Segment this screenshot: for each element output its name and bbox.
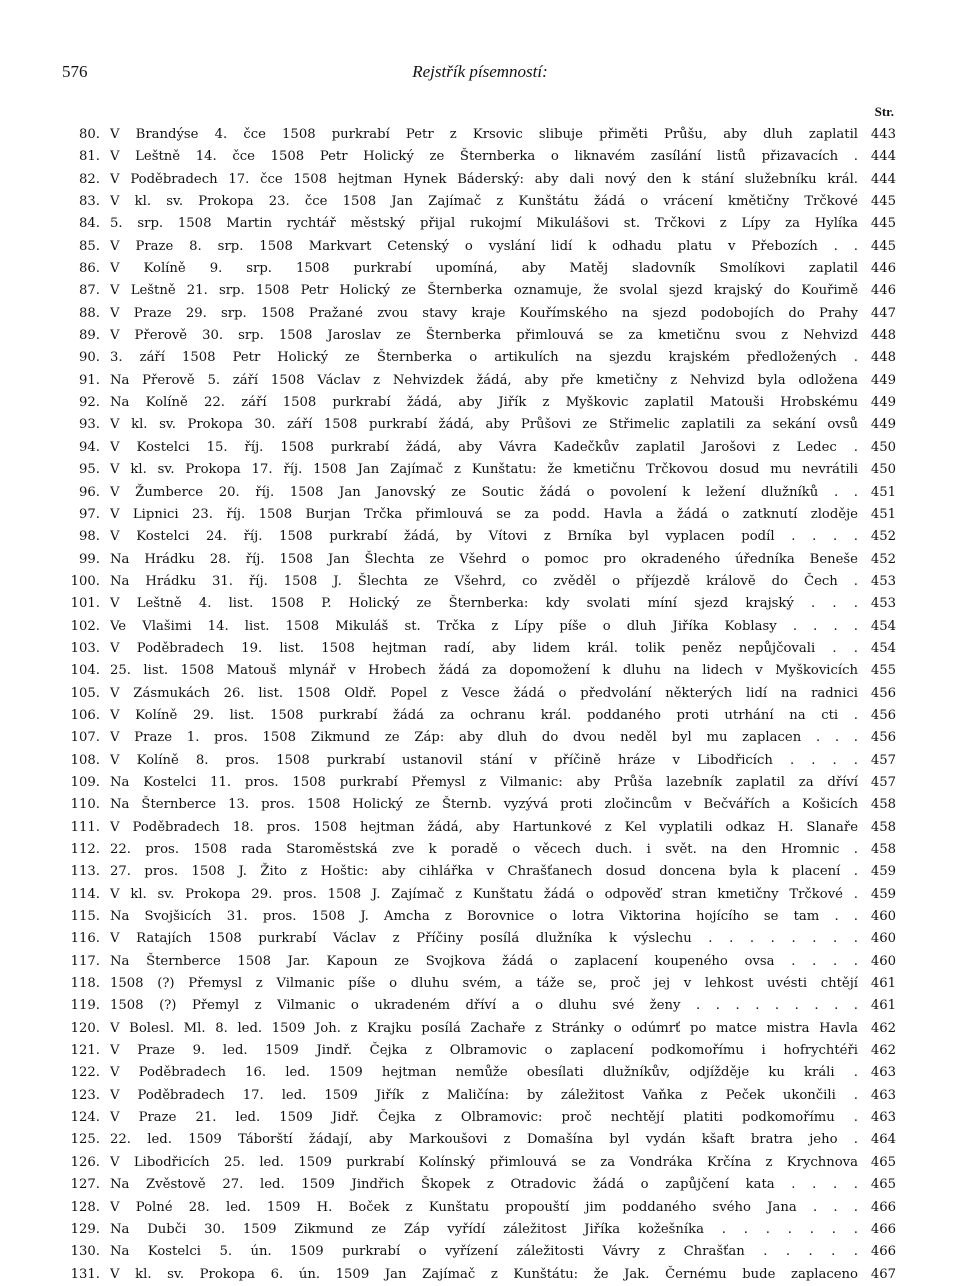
entry-number: 126. xyxy=(70,1154,100,1170)
entry-number: 116. xyxy=(70,931,100,947)
entry-number: 114. xyxy=(70,886,100,902)
entry-number: 87. xyxy=(79,283,100,299)
register-entry xyxy=(62,1062,896,1084)
register-entry xyxy=(62,794,896,816)
entry-page-reference: 453 xyxy=(870,573,896,589)
entry-page-reference: 457 xyxy=(870,774,896,790)
entry-page-reference: 452 xyxy=(870,529,896,545)
entry-page-reference: 463 xyxy=(870,1087,896,1103)
entry-text: V kl. sv. Prokopa 23. čce 1508 Jan Zajímač z Kunštátu žádá o vrácení kmětičny Trčkové xyxy=(110,194,858,210)
register-entry xyxy=(62,995,896,1017)
entry-text: Na Hrádku 31. říj. 1508 J. Šlechta ze Všehrd, co zvěděl o příjezdě královĕ do Čech . xyxy=(110,573,858,589)
entry-page-reference: 449 xyxy=(870,395,896,411)
page-number: 576 xyxy=(62,62,88,81)
entry-number: 98. xyxy=(79,529,100,545)
register-entry xyxy=(62,325,896,347)
entry-text: V Praze 29. srp. 1508 Pražané zvou stavy kraje Kouřímského na sjezd podobojích do Prahy xyxy=(110,305,858,321)
entry-text: V Brandýse 4. čce 1508 purkrabí Petr z Krsovic slibuje přiměti Průšu, aby dluh zaplatil xyxy=(110,127,858,142)
entry-text: V Kolíně 29. list. 1508 purkrabí žádá za ochranu král. poddaného proti utrhání na cti . xyxy=(110,707,858,723)
register-entry xyxy=(62,370,896,392)
entry-text: V Kostelci 24. říj. 1508 purkrabí žádá, by Vítovi z Brníka byl vyplacen podíl . . . . xyxy=(110,529,858,545)
register-entry xyxy=(62,392,896,414)
entry-page-reference: 450 xyxy=(870,462,896,478)
entry-page-reference: 454 xyxy=(870,618,896,634)
register-entry xyxy=(62,1264,896,1286)
entry-number: 90. xyxy=(79,350,100,366)
entry-number: 119. xyxy=(70,998,100,1014)
entry-page-reference: 456 xyxy=(870,685,896,701)
register-entry xyxy=(62,1197,896,1219)
entry-page-reference: 458 xyxy=(870,842,896,857)
entry-text: 5. srp. 1508 Martin rychtář městský přijal rukojmí Mikulášovi st. Trčkovi z Lípy za Hylíka xyxy=(110,216,858,232)
entry-text: Na Dubči 30. 1509 Zikmund ze Záp vyřídí záležitost Jiříka kožešníka . . . . . . . xyxy=(110,1221,858,1237)
register-entry xyxy=(62,928,896,950)
entry-page-reference: 460 xyxy=(870,931,896,947)
register-entry xyxy=(62,213,896,235)
entry-text: V kl. sv. Prokopa 30. září 1508 purkrabí žádá, aby Průšovi ze Střimelic zaplatili za sekání ovsů xyxy=(110,417,858,433)
entry-number: 81. xyxy=(79,149,100,165)
entry-number: 112. xyxy=(70,842,100,857)
entry-text: V Praze 9. led. 1509 Jindř. Čejka z Olbramovic o zaplacení podkomořímu i hofrychtéři xyxy=(110,1043,858,1059)
entry-number: 83. xyxy=(79,194,100,210)
entry-text: Na Hrádku 28. říj. 1508 Jan Šlechta ze Všehrd o pomoc pro okradeného úředníka Beneše xyxy=(110,551,858,567)
entry-page-reference: 445 xyxy=(870,216,896,232)
entry-number: 92. xyxy=(79,395,100,411)
entry-text: 27. pros. 1508 J. Žito z Hoštic: aby cihlářka v Chrašťanech dosud doncena byla k placení . xyxy=(110,864,858,880)
entry-number: 106. xyxy=(70,707,100,723)
entry-text: V Přerově 30. srp. 1508 Jaroslav ze Šternberka přimlouvá se za kmetičnu svou z Nehvizd xyxy=(110,328,858,344)
entry-number: 99. xyxy=(79,551,100,567)
entry-text: V Bolesl. Ml. 8. led. 1509 Joh. z Krajku posílá Zachaře z Stránky o odúmrť po matce mistra Havla xyxy=(110,1020,858,1036)
entry-page-reference: 465 xyxy=(870,1177,896,1193)
entry-page-reference: 447 xyxy=(870,305,896,321)
entry-number: 120. xyxy=(70,1020,100,1036)
entry-text: 1508 (?) Přemyl z Vilmanic o ukradeném dříví a o dluhu své ženy . . . . . . . . . xyxy=(110,998,858,1014)
entry-text: V Kolíně 9. srp. 1508 purkrabí upomíná, aby Matěj sladovník Smolíkovi zaplatil xyxy=(110,261,858,277)
entry-text: V Praze 21. led. 1509 Jidř. Čejka z Olbramovic: proč nechtějí platiti podkomořímu . xyxy=(110,1110,858,1126)
register-entry xyxy=(62,482,896,504)
entry-page-reference: 467 xyxy=(870,1266,896,1282)
entry-page-reference: 466 xyxy=(870,1244,896,1260)
entry-number: 113. xyxy=(70,864,100,880)
entry-number: 129. xyxy=(70,1221,100,1237)
entry-page-reference: 460 xyxy=(870,909,896,925)
entry-page-reference: 460 xyxy=(870,953,896,969)
register-entry xyxy=(62,258,896,280)
entry-page-reference: 449 xyxy=(870,417,896,433)
entry-page-reference: 451 xyxy=(870,484,896,500)
entry-number: 115. xyxy=(70,909,100,925)
entry-text: V Zásmukách 26. list. 1508 Oldř. Popel z Vesce žádá o předvolání některých lidí na radnici xyxy=(110,685,858,701)
register-entry xyxy=(62,1107,896,1129)
entry-text: V Ratajích 1508 purkrabí Václav z Příčiny posílá dlužníka k výslechu . . . . . . . . xyxy=(110,931,858,947)
register-entry xyxy=(62,571,896,593)
entry-text: Na Zvěstově 27. led. 1509 Jindřich Škopek z Otradovic žádá o zapůjčení kata . . . . xyxy=(110,1177,858,1193)
register-entry xyxy=(62,236,896,258)
register-entry xyxy=(62,973,896,995)
entry-text: V Kostelci 15. říj. 1508 purkrabí žádá, aby Vávra Kadečkův zaplatil Jarošovi z Ledec . xyxy=(110,439,858,455)
register-entry xyxy=(62,861,896,883)
register-entry xyxy=(62,638,896,660)
register-entry xyxy=(62,906,896,928)
entry-number: 105. xyxy=(70,685,100,701)
entry-page-reference: 445 xyxy=(870,238,896,254)
register-entry xyxy=(62,504,896,526)
entry-number: 109. xyxy=(70,774,100,790)
entry-number: 111. xyxy=(70,819,100,835)
entry-number: 94. xyxy=(79,439,100,455)
entry-page-reference: 448 xyxy=(870,328,896,344)
entry-page-reference: 462 xyxy=(870,1020,896,1036)
entry-text: 22. led. 1509 Táborští žádají, aby Markoušovi z Domašína byl vydán kšaft bratra jeho . xyxy=(110,1132,858,1148)
page-header xyxy=(62,62,898,84)
entry-page-reference: 463 xyxy=(870,1110,896,1126)
entry-text: V Leštně 21. srp. 1508 Petr Holický ze Šternberka oznamuje, že svolal sjezd krajský do Kouřimě xyxy=(110,283,858,299)
entry-text: V kl. sv. Prokopa 6. ún. 1509 Jan Zajímač z Kunštátu: že Jak. Černému bude zaplaceno xyxy=(110,1266,858,1282)
entry-page-reference: 459 xyxy=(870,864,896,880)
entry-text: V Poděbradech 19. list. 1508 hejtman radí, aby lidem král. tolik peněz nepůjčovali . . xyxy=(110,640,858,656)
entry-text: 22. pros. 1508 rada Staroměstská zve k poradě o věcech duch. i svět. na den Hromnic . xyxy=(110,842,858,857)
entry-number: 95. xyxy=(79,462,100,478)
entry-number: 110. xyxy=(70,797,100,813)
entry-number: 80. xyxy=(79,127,100,142)
entry-number: 125. xyxy=(70,1132,100,1148)
entry-page-reference: 458 xyxy=(870,819,896,835)
entry-number: 89. xyxy=(79,328,100,344)
entry-page-reference: 443 xyxy=(870,127,896,142)
entry-number: 96. xyxy=(79,484,100,500)
entry-text: 1508 (?) Přemysl z Vilmanic píše o dluhu svém, a táže se, proč jej v lehkost uvésti chtějí xyxy=(110,976,858,992)
register-entry xyxy=(62,772,896,794)
entry-number: 101. xyxy=(70,596,100,612)
entry-text: V kl. sv. Prokopa 29. pros. 1508 J. Zajímač z Kunštatu žádá o odpověď stran kmetičny Trčkové . xyxy=(110,886,858,902)
entry-text: V Žumberce 20. říj. 1508 Jan Janovský ze Soutic žádá o povolení k ležení dlužníků . . xyxy=(110,484,858,500)
entry-page-reference: 457 xyxy=(870,752,896,768)
register-entry xyxy=(62,347,896,369)
register-entry xyxy=(62,191,896,213)
entry-number: 121. xyxy=(70,1043,100,1059)
entry-text: 3. září 1508 Petr Holický ze Šternberka o artikulích na sjezdu krajském předložených . xyxy=(110,350,858,366)
register-entry xyxy=(62,1018,896,1040)
entry-number: 124. xyxy=(70,1110,100,1126)
entry-number: 108. xyxy=(70,752,100,768)
entry-page-reference: 459 xyxy=(870,886,896,902)
register-entry xyxy=(62,169,896,191)
entry-text: Na Kolíně 22. září 1508 purkrabí žádá, aby Jiřík z Myškovic zaplatil Matouši Hrobskému xyxy=(110,395,858,411)
entry-number: 82. xyxy=(79,171,100,187)
register-entry xyxy=(62,280,896,302)
register-entry xyxy=(62,839,896,861)
register-entry xyxy=(62,705,896,727)
register-entry xyxy=(62,146,896,168)
entry-page-reference: 461 xyxy=(870,976,896,992)
register-entry xyxy=(62,616,896,638)
entry-page-reference: 444 xyxy=(870,171,896,187)
entry-text: V Leštně 4. list. 1508 P. Holický ze Šternberka: kdy svolati míní sjezd krajský . . . xyxy=(110,596,858,612)
entry-number: 123. xyxy=(70,1087,100,1103)
entry-page-reference: 466 xyxy=(870,1221,896,1237)
entry-number: 122. xyxy=(70,1065,100,1081)
entry-text: V Kolíně 8. pros. 1508 purkrabí ustanovil stání v příčině hráze v Libodřicích . . . . xyxy=(110,752,858,768)
entry-number: 102. xyxy=(70,618,100,634)
entry-page-reference: 463 xyxy=(870,1065,896,1081)
register-entry xyxy=(62,1241,896,1263)
register-entry xyxy=(62,124,896,146)
entry-number: 130. xyxy=(70,1244,100,1260)
register-entry xyxy=(62,1085,896,1107)
page-column-heading: Str. xyxy=(874,104,894,119)
entry-number: 84. xyxy=(79,216,100,232)
entry-page-reference: 456 xyxy=(870,730,896,746)
entry-page-reference: 453 xyxy=(870,596,896,612)
entry-text: V Poděbradech 17. led. 1509 Jiřík z Maličína: by záležitost Vaňka z Peček ukončili . xyxy=(110,1087,858,1103)
entry-text: Ve Vlašimi 14. list. 1508 Mikuláš st. Trčka z Lípy píše o dluh Jiříka Koblasy . . . . xyxy=(110,618,858,634)
entry-page-reference: 464 xyxy=(870,1132,896,1148)
register-entry xyxy=(62,727,896,749)
entry-text: 25. list. 1508 Matouš mlynář v Hrobech žádá za dopomožení k dluhu na lidech v Myškovicích xyxy=(110,663,858,679)
entry-text: V Libodřicích 25. led. 1509 purkrabí Kolínský přimlouvá se za Vondráka Krčína z Krychnova xyxy=(110,1154,858,1170)
entry-page-reference: 458 xyxy=(870,797,896,813)
register-entry xyxy=(62,1152,896,1174)
register-entry xyxy=(62,1040,896,1062)
entry-text: Na Šternberce 13. pros. 1508 Holický ze Šternb. vyzývá proti zločincům v Bečvářích a Košicích xyxy=(110,797,858,813)
entry-page-reference: 455 xyxy=(870,663,896,679)
register-entry xyxy=(62,549,896,571)
entry-page-reference: 462 xyxy=(870,1043,896,1059)
entry-page-reference: 452 xyxy=(870,551,896,567)
register-entry xyxy=(62,459,896,481)
entry-number: 128. xyxy=(70,1199,100,1215)
entry-page-reference: 450 xyxy=(870,439,896,455)
entry-text: V Praze 1. pros. 1508 Zikmund ze Záp: aby dluh do dvou neděl byl mu zaplacen . . . xyxy=(110,730,858,746)
entry-page-reference: 445 xyxy=(870,194,896,210)
register-entry xyxy=(62,660,896,682)
entry-text: Na Šternberce 1508 Jar. Kapoun ze Svojkova žádá o zaplacení koupeného ovsa . . . . xyxy=(110,953,858,969)
register-entry xyxy=(62,884,896,906)
register-entry xyxy=(62,526,896,548)
running-title: Rejstřík písemností: xyxy=(412,62,548,81)
entry-number: 103. xyxy=(70,640,100,656)
entry-page-reference: 454 xyxy=(870,640,896,656)
entry-text: V kl. sv. Prokopa 17. říj. 1508 Jan Zajímač z Kunštatu: že kmetičnu Trčkovou dosud mu nevrátili xyxy=(110,462,858,478)
entry-number: 118. xyxy=(70,976,100,992)
entry-number: 127. xyxy=(70,1177,100,1193)
register-entry xyxy=(62,414,896,436)
register-entry xyxy=(62,1174,896,1196)
entry-text: V Praze 8. srp. 1508 Markvart Cetenský o vyslání lidí k odhadu platu v Přebozích . . xyxy=(110,238,858,254)
entry-page-reference: 446 xyxy=(870,261,896,277)
register-entry xyxy=(62,303,896,325)
entry-page-reference: 466 xyxy=(870,1199,896,1215)
entry-number: 131. xyxy=(70,1266,100,1282)
register-entry xyxy=(62,817,896,839)
register-entry xyxy=(62,1219,896,1241)
register-entries xyxy=(62,124,896,1286)
entry-number: 100. xyxy=(70,573,100,589)
entry-text: V Leštně 14. čce 1508 Petr Holický ze Šternberka o liknavém zasílání listů přizavacích . xyxy=(110,149,858,165)
entry-text: Na Kostelci 11. pros. 1508 purkrabí Přemysl z Vilmanic: aby Průša lazebník zaplatil za dříví xyxy=(110,774,858,790)
entry-number: 97. xyxy=(79,506,100,522)
entry-number: 107. xyxy=(70,730,100,746)
entry-text: V Poděbradech 17. čce 1508 hejtman Hynek Báderský: aby dali nový den k stání služebníku král. xyxy=(110,171,858,187)
entry-number: 117. xyxy=(70,953,100,969)
entry-number: 85. xyxy=(79,238,100,254)
register-entry xyxy=(62,1129,896,1151)
register-entry xyxy=(62,683,896,705)
entry-page-reference: 461 xyxy=(870,998,896,1014)
entry-text: Na Svojšicích 31. pros. 1508 J. Amcha z Borovnice o lotra Viktorina hojícího se tam . . xyxy=(110,909,858,925)
entry-text: V Poděbradech 16. led. 1509 hejtman nemůže obesílati dlužníkův, odjížděje ku králi . xyxy=(110,1065,858,1081)
entry-text: Na Kostelci 5. ún. 1509 purkrabí o vyřízení záležitosti Vávry z Chrašťan . . . . . xyxy=(110,1244,858,1260)
register-entry xyxy=(62,951,896,973)
entry-page-reference: 451 xyxy=(870,506,896,522)
entry-number: 91. xyxy=(79,372,100,388)
entry-number: 93. xyxy=(79,417,100,433)
entry-number: 104. xyxy=(70,663,100,679)
entry-number: 86. xyxy=(79,261,100,277)
register-entry xyxy=(62,437,896,459)
entry-text: Na Přerově 5. září 1508 Václav z Nehvizdek žádá, aby pře kmetičny z Nehvizd byla odložena xyxy=(110,372,858,388)
entry-text: V Poděbradech 18. pros. 1508 hejtman žádá, aby Hartunkové z Kel vyplatili odkaz H. Slanaře xyxy=(110,819,858,835)
entry-page-reference: 448 xyxy=(870,350,896,366)
entry-page-reference: 449 xyxy=(870,372,896,388)
entry-page-reference: 444 xyxy=(870,149,896,165)
entry-page-reference: 456 xyxy=(870,707,896,723)
entry-number: 88. xyxy=(79,305,100,321)
entry-text: V Polné 28. led. 1509 H. Boček z Kunštatu propouští jim poddaného svého Jana . . . xyxy=(110,1199,858,1215)
register-entry xyxy=(62,750,896,772)
register-entry xyxy=(62,593,896,615)
entry-page-reference: 446 xyxy=(870,283,896,299)
entry-page-reference: 465 xyxy=(870,1154,896,1170)
entry-text: V Lipnici 23. říj. 1508 Burjan Trčka přimlouvá se za podd. Havla a žádá o zatknutí zloděje xyxy=(110,506,858,522)
